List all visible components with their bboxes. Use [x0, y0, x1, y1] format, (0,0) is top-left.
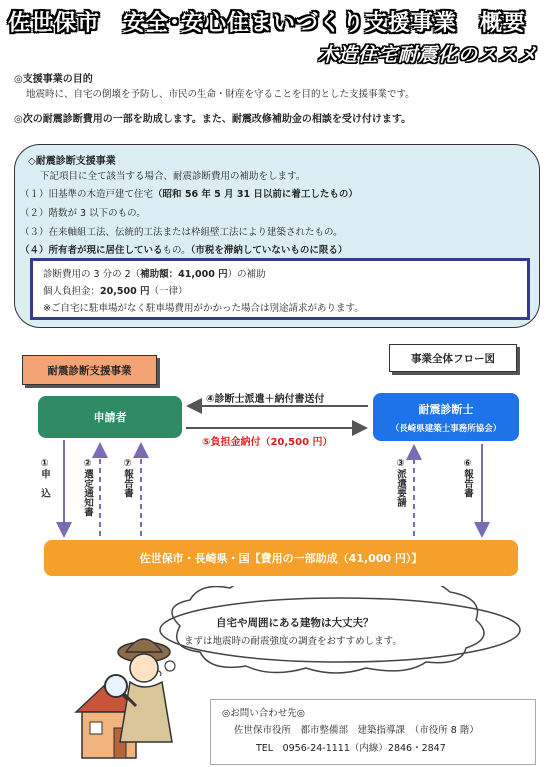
condition-note: （市税を滞納していないものに限る） [190, 245, 348, 256]
notice-text: ◎次の耐震診断費用の一部を助成します。また、耐震改修補助金の相談を受け付けます。 [14, 114, 412, 125]
step-3-label: ③派遣要請 [395, 458, 406, 507]
contact-heading: ◎お問い合わせ先◎ [222, 708, 306, 719]
page-title: 佐世保市 安全･安心住まいづくり支援事業 概要 [8, 11, 527, 36]
fee-text: 診断費用の 3 分の 2（ [43, 269, 141, 280]
step-2-label: ②選定通知書 [82, 458, 93, 517]
condition-note: （昭和 56 年 5 月 31 日以前に着工したもの） [153, 189, 358, 200]
condition-text: 階数が 3 以下のもの。 [48, 208, 146, 219]
bubble-line-2: まずは地震時の耐震強度の調査をおすすめします。 [184, 636, 402, 647]
bubble-line-1: 自宅や周囲にある建物は大丈夫？ [216, 617, 374, 629]
page-subtitle: 木造住宅耐震化のススメ [317, 44, 538, 66]
step-6-label: ⑥報告書 [462, 458, 473, 498]
inspector-title: 耐震診断士 [418, 403, 474, 416]
condition-text: 在来軸組工法、伝統的工法または枠組壁工法により建築されたもの。 [48, 227, 343, 238]
flow-label: 事業全体フロー図 [389, 344, 517, 372]
condition-text: 旧基準の木造戸建て住宅 [48, 189, 154, 200]
panel-heading: ◇耐震診断支援事業 [28, 156, 116, 167]
applicant-box: 申請者 [38, 396, 182, 438]
fee-text: ）の補助 [227, 269, 266, 280]
city-subsidy-box: 佐世保市・長崎県・国【費用の一部助成（41,000 円）】 [44, 540, 518, 576]
arrow-dispatch-label: ④診断士派遣＋納付書送付 [206, 394, 325, 405]
condition-num: （１） [20, 189, 49, 200]
condition-num: （２） [20, 208, 49, 219]
subsidy-amount: 補助額：41,000 円 [140, 269, 228, 280]
inspector-illustration [56, 612, 206, 764]
fee-text: 個人負担金： [43, 286, 101, 297]
arrow-payment-label: ⑤負担金納付（20,500 円） [202, 437, 333, 448]
personal-cost: 20,500 円 [100, 286, 150, 297]
panel-intro: 下記項目に全て該当する場合、耐震診断費用の補助をします。 [40, 171, 306, 182]
contact-phone: TEL 0956-24-1111（内線）2846・2847 [256, 743, 446, 754]
condition-text: もの。 [162, 245, 191, 256]
condition-num: （３） [20, 227, 49, 238]
condition-num: （４） [20, 245, 49, 256]
section-label: 耐震診断支援事業 [22, 355, 157, 385]
purpose-text: 地震時に、自宅の倒壊を予防し、市民の生命・財産を守ることを目的とした支援事業です。 [26, 89, 415, 100]
step-1-label: ①申 込 [39, 458, 50, 498]
purpose-heading: ◎支援事業の目的 [14, 74, 93, 85]
fee-line-3: ※ご自宅に駐車場がなく駐車場費用がかかった場合は別途請求があります。 [43, 303, 364, 314]
condition-text-bold: 所有者が現に居住している [48, 245, 163, 256]
fee-text: （一律） [149, 286, 188, 297]
contact-department: 佐世保市役所 都市整備部 建築指導課 （市役所 8 階） [234, 725, 479, 736]
step-7-label: ⑦報告書 [122, 458, 133, 498]
inspector-org: （長崎県建築士事務所協会） [390, 424, 502, 434]
